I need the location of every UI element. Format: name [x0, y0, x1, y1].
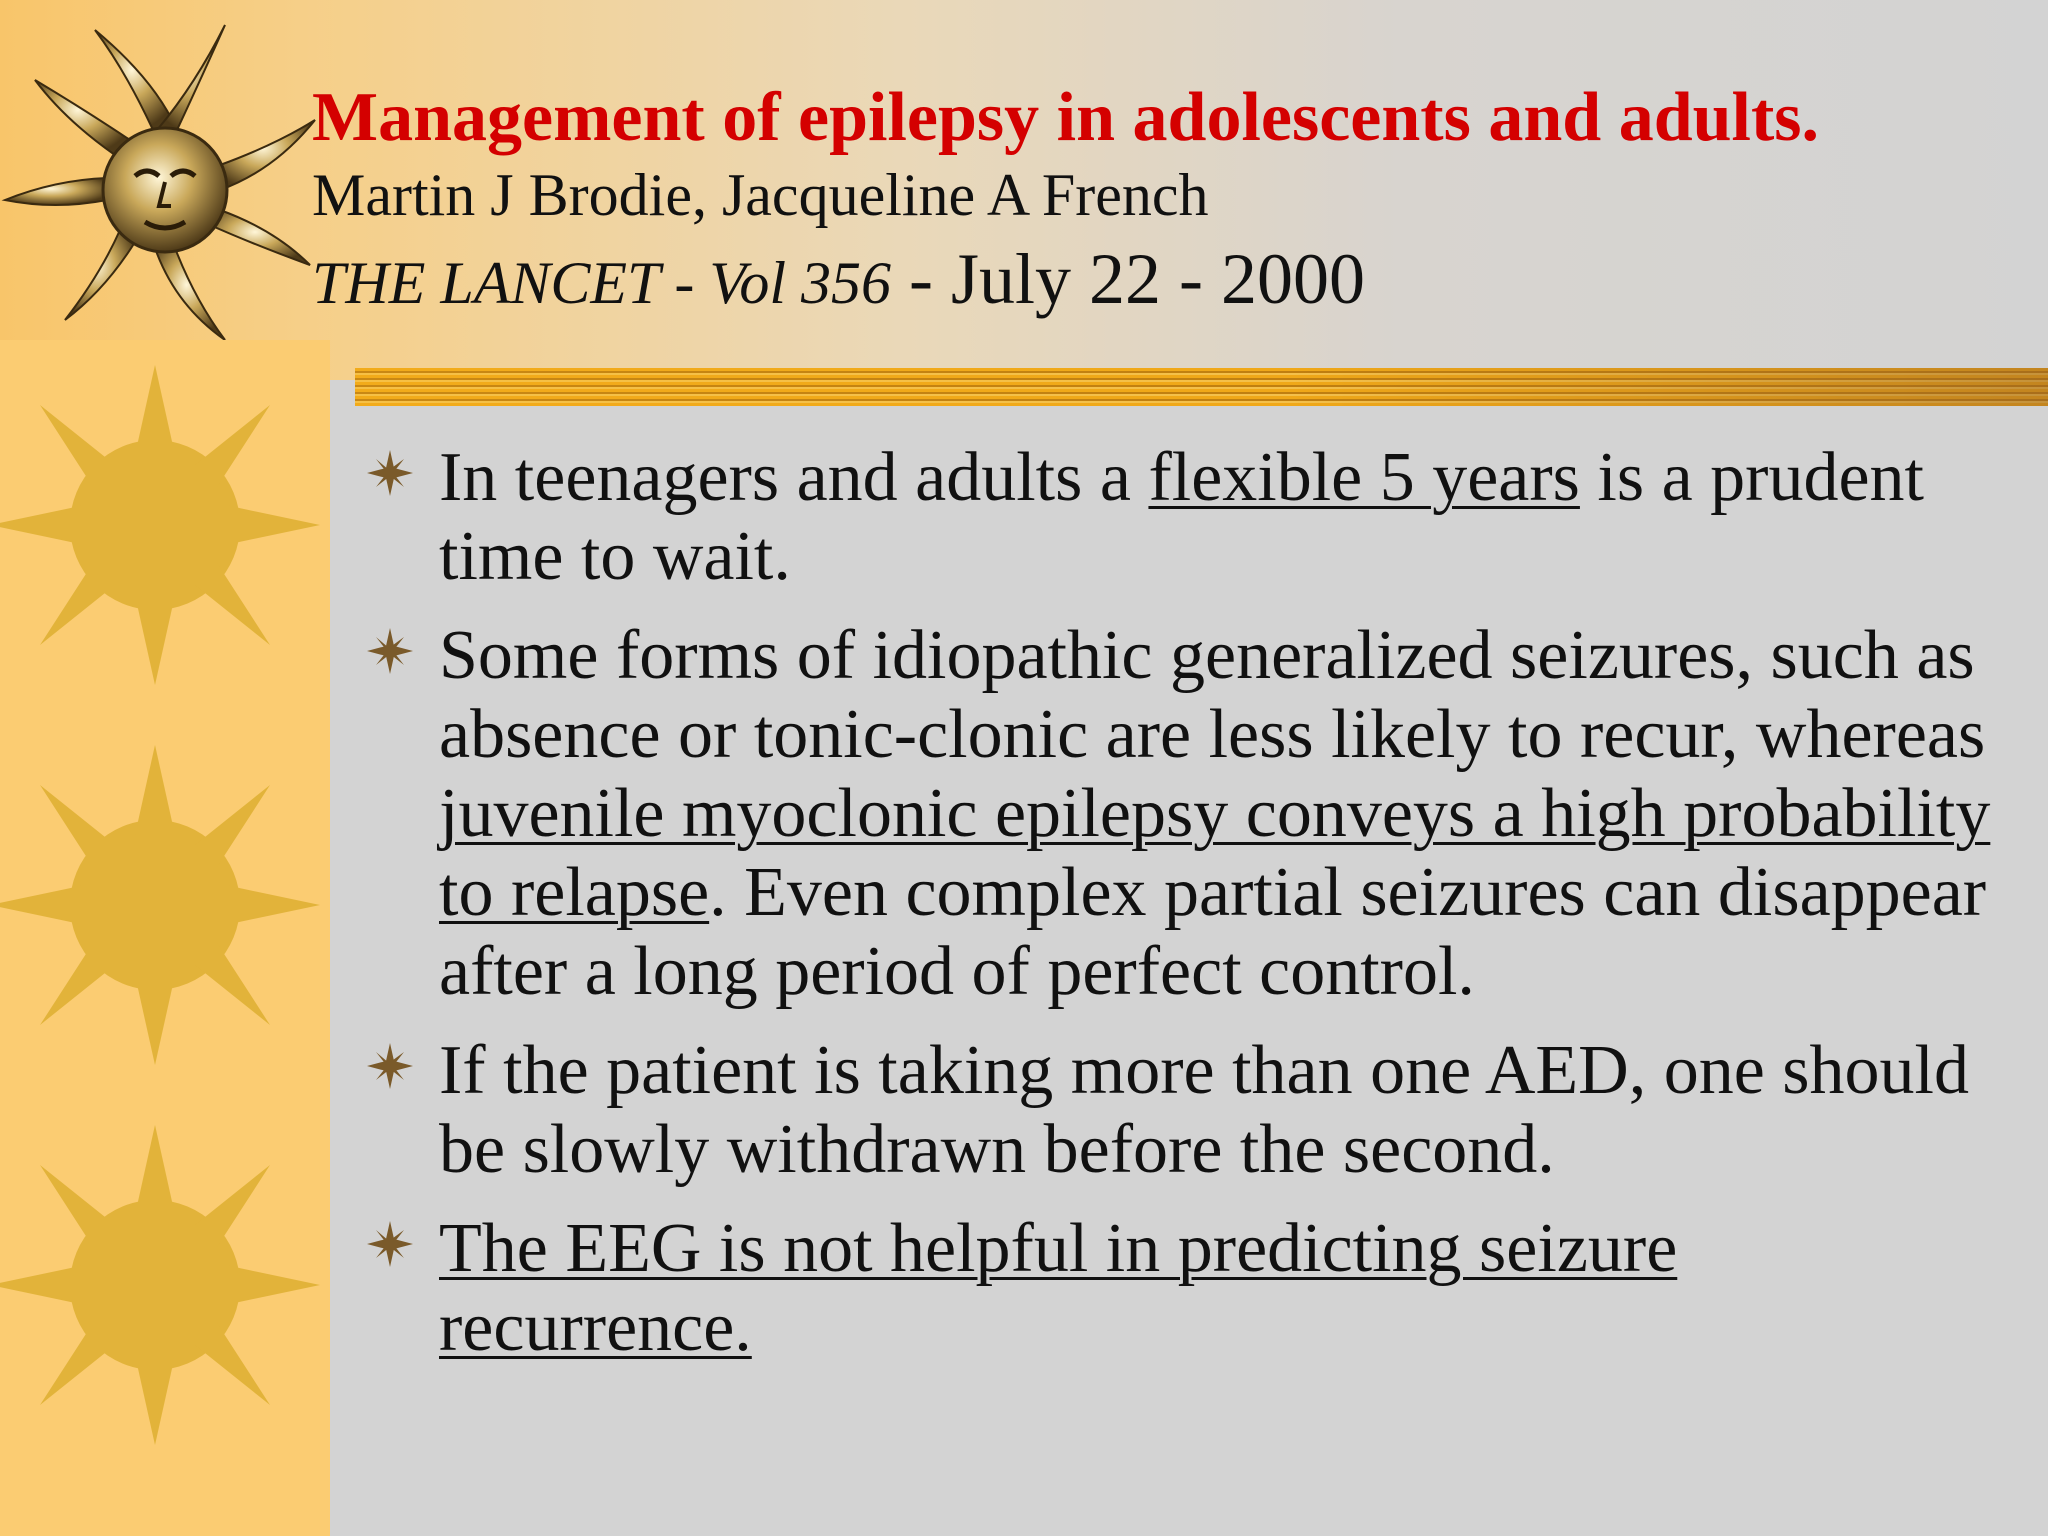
sun-icon: [0, 360, 330, 700]
bullet-text-part: In teenagers and adults a: [439, 439, 1149, 516]
bullet-text-part: . Even complex partial seizures can disappear after a long period of perfect control.: [439, 854, 1987, 1010]
star-bullet-icon: [365, 448, 415, 498]
bullet-list: [365, 438, 2005, 1387]
bullet-text: [439, 1210, 1677, 1366]
bullet-text: [439, 439, 1924, 595]
bullet-item: [365, 1209, 2005, 1367]
bullet-text-underlined: flexible 5 years: [1148, 439, 1580, 516]
bullet-item: [365, 1031, 2005, 1189]
star-bullet-icon: [365, 1219, 415, 1269]
journal-citation: [312, 240, 1365, 322]
bullet-text-part: is a prudent time to wait.: [439, 439, 1925, 595]
bullet-text: [439, 617, 1990, 1010]
sun-icon: [0, 1120, 330, 1460]
sun-icon: [0, 740, 330, 1080]
divider-rule-shade: [355, 368, 2048, 406]
slide-title: Management of epilepsy in adolescents and adults.: [312, 79, 1820, 156]
bullet-text-part: If the patient is taking more than one AED, one should be slowly withdrawn before the second.: [439, 1032, 1969, 1188]
bullet-text-underlined: juvenile myoclonic epilepsy conveys a high probability to relapse: [439, 775, 1991, 931]
bullet-text-underlined: The EEG is not helpful in predicting seizure recurrence.: [439, 1210, 1678, 1366]
bullet-item: [365, 438, 2005, 596]
journal-date: - July 22 - 2000: [891, 239, 1365, 319]
journal-name-volume: THE LANCET - Vol 356: [312, 250, 891, 316]
bullet-item: [365, 616, 2005, 1011]
star-bullet-icon: [365, 1041, 415, 1091]
sun-face-icon: [0, 10, 330, 340]
star-bullet-icon: [365, 626, 415, 676]
authors: Martin J Brodie, Jacqueline A French: [312, 162, 1209, 228]
bullet-text: [439, 1032, 1969, 1188]
bullet-text-part: Some forms of idiopathic generalized seizures, such as absence or tonic-clonic are less likely to recur, whereas: [439, 617, 1986, 773]
